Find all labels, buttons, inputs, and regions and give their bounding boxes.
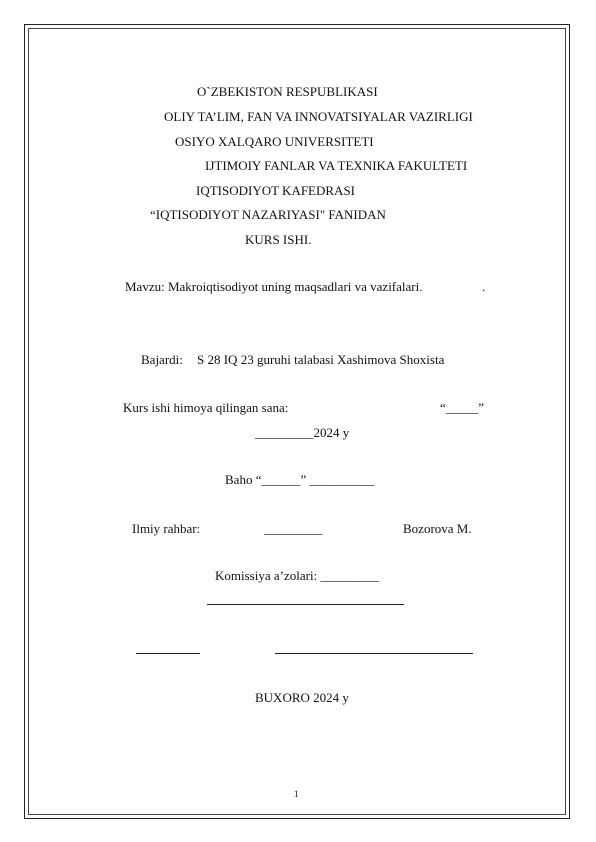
supervisor-label: Ilmiy rahbar:: [132, 521, 201, 536]
defense-date-blank: “_____”: [440, 400, 485, 415]
city-year: BUXORO 2024 y: [255, 690, 349, 705]
author-label: Bajardi:: [141, 352, 183, 367]
signature-line-right: [275, 653, 473, 654]
header-faculty: IJTIMOIY FANLAR VA TEXNIKA FAKULTETI: [205, 158, 468, 173]
supervisor-blank: _________: [264, 521, 323, 536]
header-ministry: OLIY TA’LIM, FAN VA INNOVATSIYALAR VAZIRLIGI: [164, 109, 473, 124]
document-type: KURS ISHI.: [245, 232, 312, 247]
grade-field: Baho “______” __________: [225, 472, 375, 487]
author-value: S 28 IQ 23 guruhi talabasi Xashimova Shoxista: [197, 352, 445, 367]
signature-line-left: [136, 653, 200, 654]
header-subject: “IQTISODIYOT NAZARIYASI" FANIDAN: [150, 207, 386, 222]
commission-label: Komissiya a’zolari: _________: [215, 568, 379, 583]
topic-text: Mavzu: Makroiqtisodiyot uning maqsadlari va vazifalari.: [125, 279, 423, 294]
topic-trailing-dot: .: [482, 279, 486, 294]
header-department: IQTISODIYOT KAFEDRASI: [196, 183, 356, 198]
header-university: OSIYO XALQARO UNIVERSITETI: [175, 134, 374, 149]
commission-signature-line: [207, 604, 404, 605]
supervisor-name: Bozorova M.: [403, 521, 472, 536]
defense-date-label: Kurs ishi himoya qilingan sana:: [123, 400, 289, 415]
header-country: O`ZBEKISTON RESPUBLIKASI: [197, 84, 378, 99]
defense-year: _________2024 y: [255, 425, 350, 440]
page-number: 1: [294, 789, 299, 799]
